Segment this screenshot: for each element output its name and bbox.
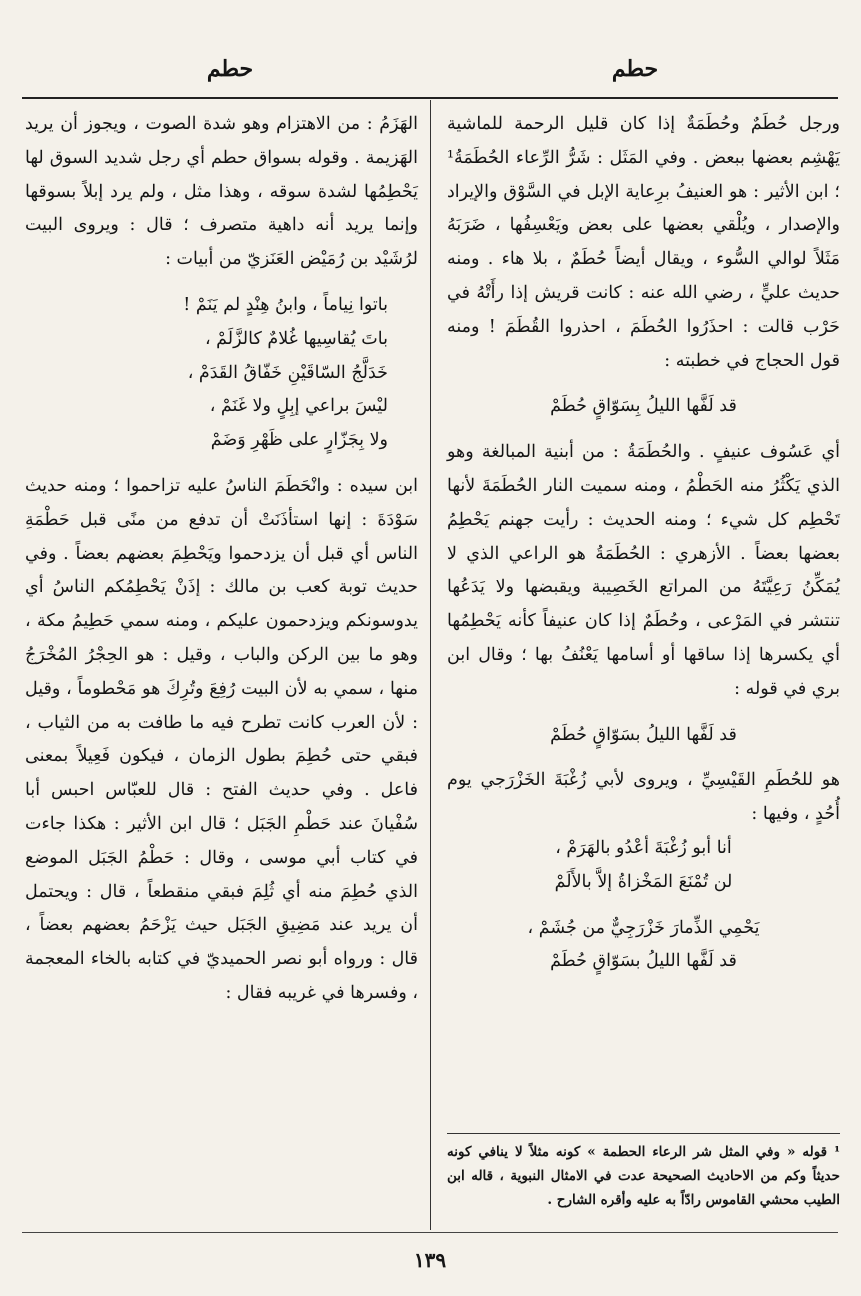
right-verse-2: قد لَفَّها الليلُ بسَوّاقٍ حُطَمْ [550, 724, 737, 745]
right-paragraph-1: ورجل حُطَمٌ وحُطَمَةٌ إذا كان قليل الرحمة للماشية يَهْشِم بعضها ببعض . وفي المَثَل : شَرُّ الرِّعاء الحُطَمَةُ¹ ؛ ابن الأثير : هو العنيفُ برِعاية الإبل في السَّوْق والإيراد والإصدار ، ويُلْقي بعضها على بعض ويَعْسِفُها ، ضَرَبَهُ مَثَلاً لوالي السُّوء ، ويقال أيضاً حُطَمٌ ، بلا هاء . ومنه حديث عليٍّ ، رضي الله عنه : كانت قريش إذا رأَتْهُ في حَرْب قالت : احذَرُوا الحُطَمَ ، احذروا القُطَمَ ! ومنه قول الحجاج في خطبته : [447, 114, 840, 371]
left-verse-line: ولا بِجَزّارٍ على ظَهْرِ وَضَمْ [210, 430, 388, 451]
column-divider [430, 100, 431, 1230]
right-paragraph-3: هو للحُطَمِ القَيْسِيِّ ، ويروى لأبي زُغْبَةَ الخَزْرَجي يوم أُحُدٍ ، وفيها : [447, 770, 840, 825]
footnote: ¹ قوله « وفي المثل شر الرعاء الحطمة » كونه مثلاً لا ينافي كونه حديثاً وكم من الاحاديث الصحيحة عدت في الامثال النبوية ، قاله ابن الطيب محشي القاموس رادّاً به عليه وأقره الشارح . [447, 1144, 840, 1208]
left-verse-line: خَدَلَّجُ السّاقَيْنِ خَفّاقُ القَدَمْ ، [187, 362, 388, 383]
footer-rule [22, 1232, 838, 1233]
right-verse-3a: أنا أبو زُغْبَةَ أعْدُو بالهَرَمْ ، [555, 837, 732, 858]
left-paragraph-2: ابن سيده : وانْحَطَمَ الناسُ عليه تزاحموا ؛ ومنه حديث سَوْدَةَ : إنها استأذَنَتْ أن تدفع من منًى قبل حَطْمَةِ الناس أي قبل أن يزدحموا ويَحْطِمَ بعضهم بعضاً . وفي حديث توبة كعب بن مالك : إذَنْ يَحْطِمُكم الناسُ أي يدوسونكم ويزدحمون عليكم ، ومنه سمي حَطِيمُ مكة ، وهو ما بين الركن والباب ، وقيل : هو الحِجْرُ المُخْرَجُ منها ، سمي به لأن البيت رُفِعَ وتُرِكَ هو مَحْطوماً ، وقيل : لأن العرب كانت تطرح فيه ما طافت به من الثياب ، فبقي حتى حُطِمَ بطول الزمان ، فيكون فَعِيلاً بمعنى فاعل . وفي حديث الفتح : قال للعبّاس احبس أبا سُفْيانَ عند حَطْمِ الجَبَل ؛ قال ابن الأثير : هكذا جاءت في كتاب أبي موسى ، وقال : حَطْمُ الجَبَل الموضع الذي حُطِمَ منه أي ثُلِمَ فبقي منقطعاً ، قال : ويحتمل أن يريد عند مَضِيقِ الجَبَل حيث يَزْحَمُ بعضهم بعضاً ، قال : ورواه أبو نصر الحميديّ في كتابه بالخاء المعجمة ، وفسرها في غريبه فقال : [25, 475, 418, 1003]
right-verse-4a: يَحْمِي الذِّمارَ خَزْرَجِيٌّ من جُشَمْ ، [527, 917, 760, 938]
footnote-rule [447, 1133, 840, 1134]
left-verse-line: باتوا نِياماً ، وابنُ هِنْدٍ لم يَنَمْ ! [183, 294, 388, 315]
left-paragraph-1: الهَزَمُ : من الاهتزام وهو شدة الصوت ، ويجوز أن يريد الهَزيمة . وقوله بسواق حطم أي رجل شديد السوق لها يَحْطِمُها لشدة سوقه ، وهذا مثل ، ولم يرد إبلاً بسوقها وإنما يريد أنه داهية متصرف ؛ قال : ويروى البيت لرُشَيْد بن رُمَيْض العَنَزيّ من أبيات : [25, 114, 418, 270]
right-column [447, 108, 840, 979]
right-verse-1: قد لَفَّها الليلُ بِسَوّاقٍ حُطَمْ [550, 396, 737, 417]
left-verse-line: ليْسَ براعي إبِلٍ ولا غَنَمْ ، [209, 396, 388, 417]
header-rule [22, 97, 838, 99]
right-verse-3b: لن تُمْنَعَ المَخْزاةُ إلاَّ بالأَلَمْ [554, 871, 733, 892]
right-verse-4b: قد لَفَّها الليلُ بسَوّاقٍ حُطَمْ [550, 951, 737, 972]
left-verse-line: باتَ يُقاسِيها غُلامٌ كالزَّلَمْ ، [204, 328, 388, 349]
page-number: ١٣٩ [413, 1248, 447, 1272]
right-paragraph-2: أي عَسُوف عنيفٍ . والحُطَمَةُ : من أبنية المبالغة وهو الذي يَكْثُرُ منه الحَطْمُ ، ومنه سميت النار الحُطَمَةَ لأنها تَحْطِم كل شيء ؛ ومنه الحديث : رأيت جهنم يَحْطِمُ بعضها بعضاً . الأزهري : الحُطَمَةُ هو الراعي الذي لا يُمَكِّنُ رَعِيَّتَهُ من المراتع الخَصِيبة ويقبضها ولا يَدَعُها تنتشر في المَرْعى ، وحُطَمٌ إذا كان عنيفاً كأنه يَحْطِمُها أي يكسرها إذا ساقها أو أسامها يَعْنُفُ بها ؛ وقال ابن بري في قوله : [447, 442, 840, 699]
running-head-right: حطم [611, 56, 659, 82]
left-column [25, 108, 418, 1011]
running-head-left: حطم [206, 56, 254, 82]
